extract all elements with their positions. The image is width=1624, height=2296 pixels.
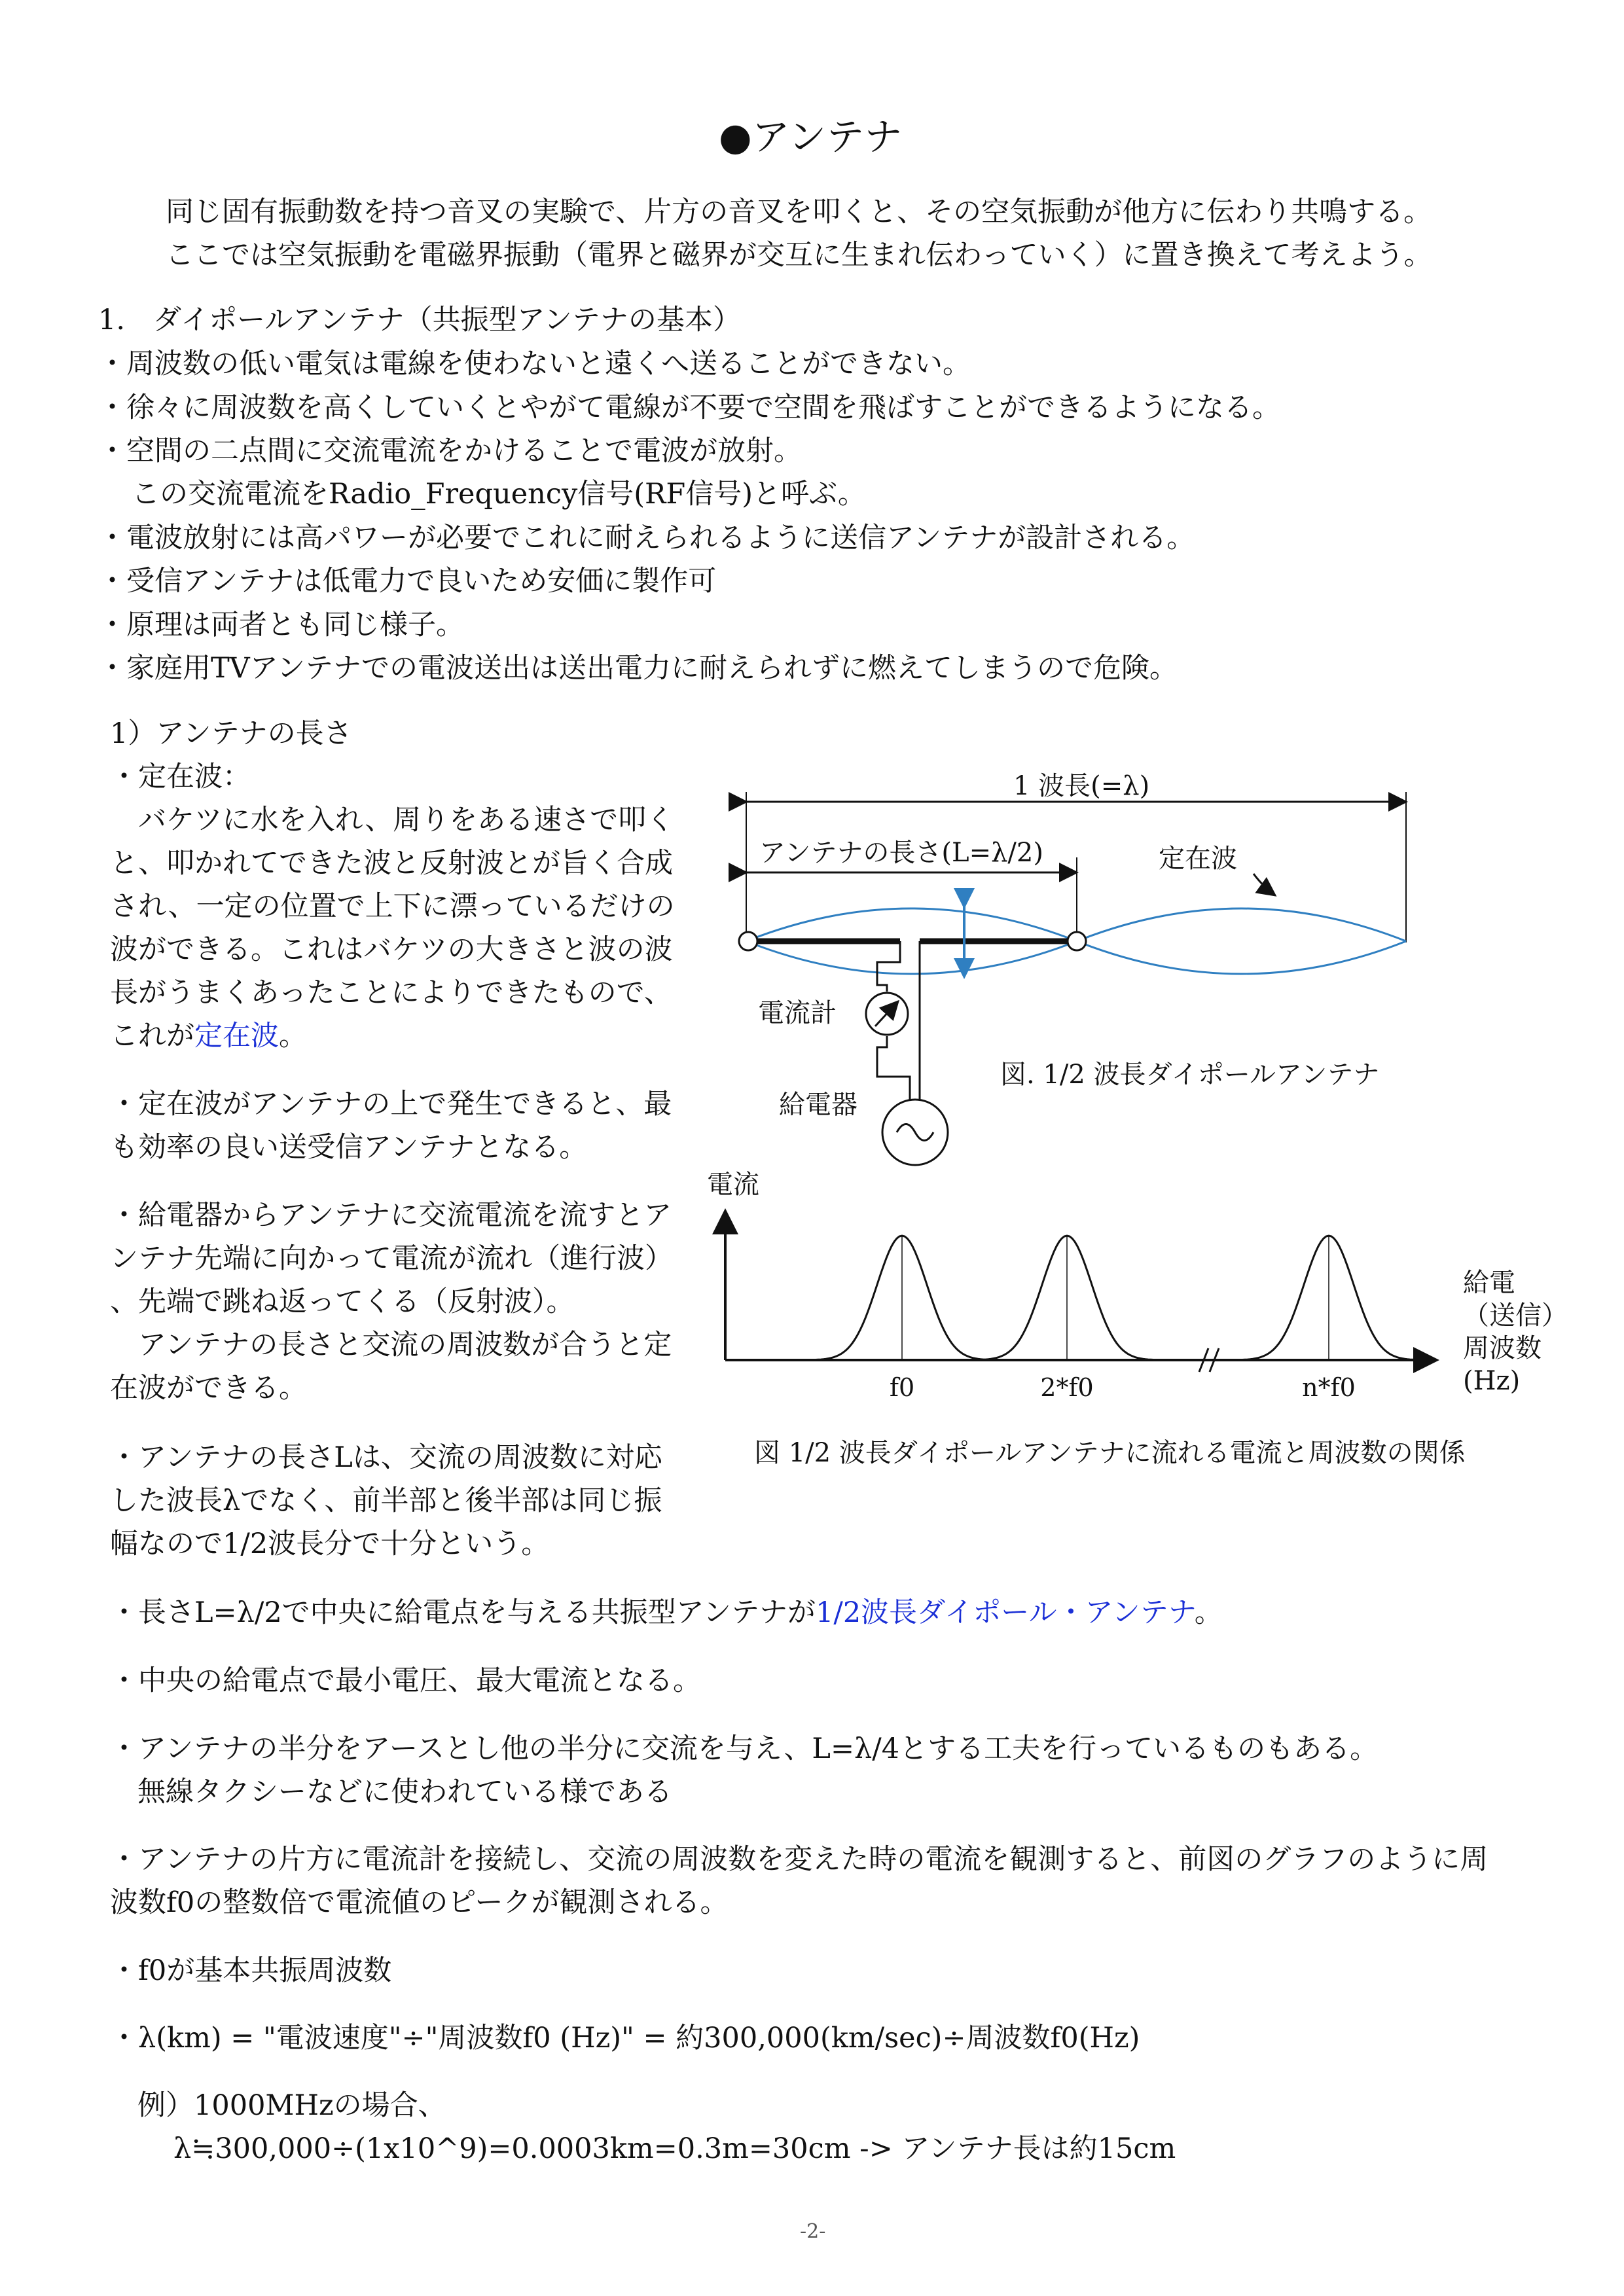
figure2-caption: 図 1/2 波長ダイポールアンテナに流れる電流と周波数の関係: [754, 1438, 1466, 1468]
intro-line-1: 同じ固有振動数を持つ音叉の実験で、片方の音叉を叩くと、その空気振動が他方に伝わり共鳴する。: [166, 196, 1432, 228]
tick-label: n*f0: [1302, 1373, 1356, 1402]
text-prefix: これが: [110, 1020, 194, 1052]
standing-wave-label: 定在波: [1159, 844, 1237, 874]
feeder-label: 給電器: [779, 1090, 857, 1120]
bullet-item: ・中央の給電点で最小電圧、最大電流となる。: [110, 1664, 701, 1697]
column-line: 長がうまくあったことによりできたもので、: [110, 977, 672, 1009]
column-line: 幅なので1/2波長分で十分という。: [110, 1528, 550, 1560]
column-line: アンテナの長さと交流の周波数が合うと定: [110, 1329, 672, 1361]
bullet-item: ・λ(km) = "電波速度"÷"周波数f0 (Hz)" = 約300,000(km/sec)÷周波数f0(Hz): [110, 2022, 1140, 2054]
page-title: ●アンテナ: [719, 115, 903, 159]
text-suffix: 。: [1194, 1596, 1223, 1629]
column-line: され、一定の位置で上下に漂っているだけの: [110, 890, 675, 923]
chart-x-label-line: 給電: [1463, 1268, 1515, 1298]
column-line: バケツに水を入れ、周りをある速さで叩く: [110, 804, 675, 836]
antenna-length-label: アンテナの長さ(L=λ/2): [759, 838, 1043, 868]
example-calculation: λ≒300,000÷(1x10^9)=0.0003km=0.3m=30cm -> アンテナ長は約15cm: [173, 2132, 1176, 2165]
intro-line-2: ここでは空気振動を電磁界振動（電界と磁界が交互に生まれ伝わっていく）に置き換えて考えよう。: [166, 239, 1432, 272]
standing-wave-term: 定在波: [194, 1020, 279, 1052]
column-line: した波長λでなく、前半部と後半部は同じ振: [110, 1484, 662, 1517]
subsection-heading: 1）アンテナの長さ: [110, 717, 352, 750]
chart-y-label: 電流: [707, 1170, 759, 1200]
bullet-item: ・アンテナの片方に電流計を接続し、交流の周波数を変えた時の電流を観測すると、前図のグラフのように周: [110, 1843, 1489, 1876]
bullet-item: ・空間の二点間に交流電流をかけることで電波が放射。: [98, 435, 802, 467]
column-line: も効率の良い送受信アンテナとなる。: [110, 1131, 588, 1164]
column-line: 、先端で跳ね返ってくる（反射波）。: [110, 1285, 575, 1318]
tick-label: 2*f0: [1040, 1373, 1094, 1402]
bullet-dipole: [110, 1596, 1223, 1629]
chart-x-label-line: 周波数: [1463, 1333, 1542, 1363]
bullet-item: 波数f0の整数倍で電流値のピークが観測される。: [110, 1886, 729, 1919]
bullet-item: ・家庭用TVアンテナでの電波送出は送出電力に耐えられずに燃えてしまうので危険。: [98, 652, 1178, 685]
column-line: ・アンテナの長さLは、交流の周波数に対応: [110, 1441, 662, 1474]
bullet-item: ・原理は両者とも同じ様子。: [98, 609, 464, 641]
figure1-caption: 図. 1/2 波長ダイポールアンテナ: [1000, 1060, 1380, 1090]
column-line: ・定在波：: [110, 761, 251, 793]
bullet-item: 無線タクシーなどに使われている様である: [137, 1776, 672, 1808]
chart-x-label-line: （送信）: [1463, 1300, 1568, 1331]
section-heading: 1. ダイポールアンテナ（共振型アンテナの基本）: [98, 304, 741, 336]
dipole-term: 1/2波長ダイポール・アンテナ: [815, 1596, 1195, 1629]
bullet-item: ・f0が基本共振周波数: [110, 1954, 392, 1987]
bullet-item: ・受信アンテナは低電力で良いため安価に製作可: [98, 565, 717, 598]
column-line: 在波ができる。: [110, 1372, 307, 1405]
ammeter-label: 電流計: [758, 998, 837, 1028]
bullet-item: この交流電流をRadio_Frequency信号(RF信号)と呼ぶ。: [132, 478, 866, 511]
tick-label: f0: [889, 1373, 915, 1402]
example-heading: 例）1000MHzの場合、: [137, 2089, 446, 2122]
bullet-item: ・電波放射には高パワーが必要でこれに耐えられるように送信アンテナが設計される。: [98, 522, 1195, 554]
page-number: -2-: [800, 2220, 826, 2243]
column-line: 波ができる。これはバケツの大きさと波の波: [110, 933, 673, 966]
text-suffix: 。: [279, 1020, 307, 1052]
chart-x-label-line: (Hz): [1463, 1366, 1521, 1396]
bullet-item: ・徐々に周波数を高くしていくとやがて電線が不要で空間を飛ばすことができるようになる。: [98, 391, 1280, 424]
bullet-item: ・アンテナの半分をアースとし他の半分に交流を与え、L=λ/4とする工夫を行っているものもある。: [110, 1732, 1379, 1765]
column-line: ンテナ先端に向かって電流が流れ（進行波）: [110, 1242, 673, 1275]
column-line: ・給電器からアンテナに交流電流を流すとア: [110, 1199, 672, 1232]
column-line: ・定在波がアンテナの上で発生できると、最: [110, 1088, 672, 1121]
bullet-item: ・周波数の低い電気は電線を使わないと遠くへ送ることができない。: [98, 348, 971, 380]
text-prefix: ・長さL=λ/2で中央に給電点を与える共振型アンテナが: [110, 1596, 816, 1629]
column-line: と、叩かれてできた波と反射波とが旨く合成: [110, 847, 673, 880]
wavelength-label: 1 波長(=λ): [1013, 771, 1150, 801]
